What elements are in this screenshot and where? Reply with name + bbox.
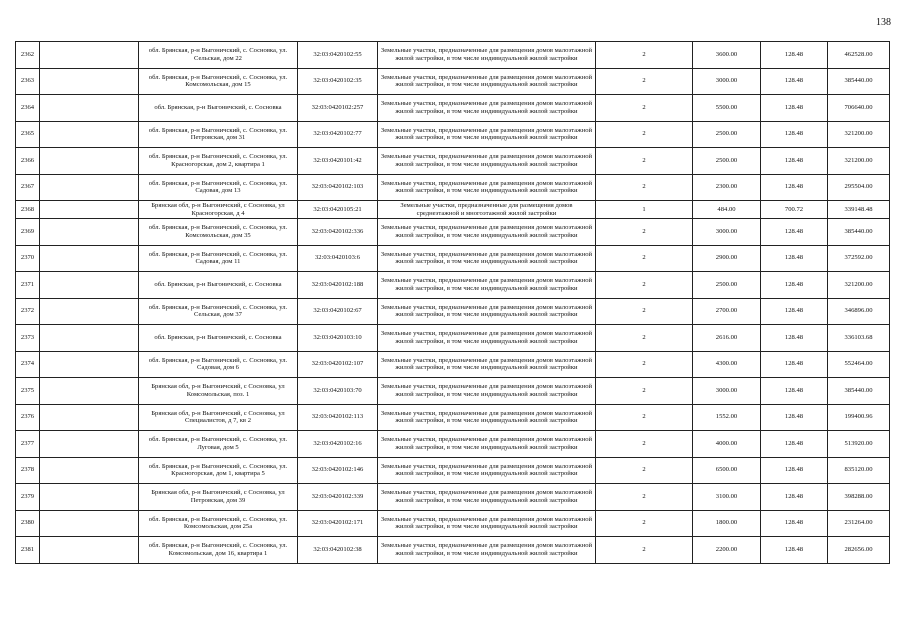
cell-address: Брянская обл, р-н Выгоничский, с Сосновка, ул Специалистов, д 7, кв 2	[139, 404, 298, 431]
cell-area: 4000.00	[693, 431, 761, 458]
cell-specific-value: 128.48	[761, 431, 828, 458]
table-row	[16, 95, 890, 122]
cell-number: 2364	[16, 95, 40, 122]
cell-cadastral-value: 552464.00	[828, 351, 890, 378]
cell-area: 484.00	[693, 201, 761, 219]
cell-cadastral-number: 32:03:0420102:67	[298, 298, 378, 325]
cell-area: 3000.00	[693, 219, 761, 246]
cell-cadastral-value: 372592.00	[828, 245, 890, 272]
cell-land-use: Земельные участки, предназначенные для размещения домов малоэтажной жилой застройки, в том числе индивидуальной жилой застройки	[378, 121, 596, 148]
cell-land-use: Земельные участки, предназначенные для размещения домов малоэтажной жилой застройки, в том числе индивидуальной жилой застройки	[378, 457, 596, 484]
cell-group: 2	[596, 272, 693, 299]
cell-address: обл. Брянская, р-н Выгоничский, с. Сосновка, ул. Петровская, дом 31	[139, 121, 298, 148]
cell-number: 2368	[16, 201, 40, 219]
cell-cadastral-number: 32:03:0420102:171	[298, 510, 378, 537]
cell-group: 2	[596, 325, 693, 352]
cell-specific-value: 128.48	[761, 457, 828, 484]
cell-group: 2	[596, 457, 693, 484]
cell-cadastral-value: 706640.00	[828, 95, 890, 122]
table-row	[16, 351, 890, 378]
cell-land-use: Земельные участки, предназначенные для размещения домов малоэтажной жилой застройки, в том числе индивидуальной жилой застройки	[378, 42, 596, 69]
table-body	[16, 42, 890, 564]
table-row	[16, 510, 890, 537]
cell-cadastral-value: 346896.00	[828, 298, 890, 325]
cell-area: 5500.00	[693, 95, 761, 122]
cell-number: 2375	[16, 378, 40, 405]
cell-area: 3600.00	[693, 42, 761, 69]
cell-address: обл. Брянская, р-н Выгоничский, с. Сосновка, ул. Красногорская, дом 1, квартира 5	[139, 457, 298, 484]
cell-address: обл. Брянская, р-н Выгоничский, с. Сосновка, ул. Комсомольская, дом 16, квартира 1	[139, 537, 298, 564]
cell-cadastral-number: 32:03:0420105:21	[298, 201, 378, 219]
cell-group: 1	[596, 201, 693, 219]
cell-specific-value: 128.48	[761, 298, 828, 325]
cell-land-use: Земельные участки, предназначенные для размещения домов малоэтажной жилой застройки, в том числе индивидуальной жилой застройки	[378, 68, 596, 95]
cell-blank	[40, 95, 139, 122]
cell-cadastral-number: 32:03:0420102:77	[298, 121, 378, 148]
cell-address: обл. Брянская, р-н Выгоничский, с. Сосновка, ул. Комсомольская, дом 25а	[139, 510, 298, 537]
cell-cadastral-value: 321200.00	[828, 121, 890, 148]
cell-address: обл. Брянская, р-н Выгоничский, с. Сосновка, ул. Садовая, дом 11	[139, 245, 298, 272]
table-row	[16, 148, 890, 175]
cell-number: 2374	[16, 351, 40, 378]
cell-area: 3000.00	[693, 378, 761, 405]
cell-cadastral-number: 32:03:0420102:35	[298, 68, 378, 95]
cell-address: обл. Брянская, р-н Выгоничский, с. Сосновка, ул. Луговая, дом 5	[139, 431, 298, 458]
cell-address: обл. Брянская, р-н Выгоничский, с. Сосновка, ул. Садовая, дом 6	[139, 351, 298, 378]
cell-number: 2380	[16, 510, 40, 537]
cell-area: 1800.00	[693, 510, 761, 537]
cell-land-use: Земельные участки, предназначенные для размещения домов малоэтажной жилой застройки, в том числе индивидуальной жилой застройки	[378, 537, 596, 564]
cell-blank	[40, 431, 139, 458]
cell-number: 2362	[16, 42, 40, 69]
cell-number: 2376	[16, 404, 40, 431]
cell-number: 2370	[16, 245, 40, 272]
table-row	[16, 431, 890, 458]
cell-land-use: Земельные участки, предназначенные для размещения домов малоэтажной жилой застройки, в том числе индивидуальной жилой застройки	[378, 219, 596, 246]
cell-specific-value: 128.48	[761, 219, 828, 246]
cell-land-use: Земельные участки, предназначенные для размещения домов малоэтажной жилой застройки, в том числе индивидуальной жилой застройки	[378, 174, 596, 201]
cell-cadastral-number: 32:03:0420102:336	[298, 219, 378, 246]
cell-group: 2	[596, 219, 693, 246]
cell-area: 1552.00	[693, 404, 761, 431]
table-row	[16, 298, 890, 325]
cell-area: 2200.00	[693, 537, 761, 564]
cell-cadastral-value: 321200.00	[828, 148, 890, 175]
cell-cadastral-number: 32:03:0420102:16	[298, 431, 378, 458]
cell-cadastral-number: 32:03:0420103:70	[298, 378, 378, 405]
cell-specific-value: 128.48	[761, 537, 828, 564]
cell-cadastral-number: 32:03:0420102:339	[298, 484, 378, 511]
cell-group: 2	[596, 537, 693, 564]
cell-cadastral-number: 32:03:0420102:188	[298, 272, 378, 299]
cell-specific-value: 128.48	[761, 121, 828, 148]
cell-specific-value: 128.48	[761, 148, 828, 175]
cell-cadastral-value: 295504.00	[828, 174, 890, 201]
cell-specific-value: 128.48	[761, 42, 828, 69]
table-row	[16, 219, 890, 246]
cell-number: 2381	[16, 537, 40, 564]
cadastral-value-table	[15, 41, 890, 564]
cell-blank	[40, 378, 139, 405]
cell-land-use: Земельные участки, предназначенные для размещения домов малоэтажной жилой застройки, в том числе индивидуальной жилой застройки	[378, 272, 596, 299]
cell-address: Брянская обл, р-н Выгоничский, с Сосновка, ул Красногорская, д 4	[139, 201, 298, 219]
cell-group: 2	[596, 68, 693, 95]
cell-blank	[40, 148, 139, 175]
cell-land-use: Земельные участки, предназначенные для размещения домов малоэтажной жилой застройки, в том числе индивидуальной жилой застройки	[378, 298, 596, 325]
cell-cadastral-number: 32:03:0420103:6	[298, 245, 378, 272]
cell-address: обл. Брянская, р-н Выгоничский, с. Сосновка, ул. Сельская, дом 22	[139, 42, 298, 69]
cell-area: 2500.00	[693, 121, 761, 148]
cell-land-use: Земельные участки, предназначенные для размещения домов малоэтажной жилой застройки, в том числе индивидуальной жилой застройки	[378, 378, 596, 405]
cell-group: 2	[596, 42, 693, 69]
cell-number: 2379	[16, 484, 40, 511]
cell-area: 2700.00	[693, 298, 761, 325]
cell-address: обл. Брянская, р-н Выгоничский, с. Сосновка, ул. Комсомольская, дом 35	[139, 219, 298, 246]
cell-area: 2900.00	[693, 245, 761, 272]
cell-address: обл. Брянская, р-н Выгоничский, с. Сосновка, ул. Сельская, дом 37	[139, 298, 298, 325]
cell-cadastral-number: 32:03:0420102:113	[298, 404, 378, 431]
cell-specific-value: 128.48	[761, 325, 828, 352]
cell-area: 4300.00	[693, 351, 761, 378]
table-row	[16, 174, 890, 201]
cell-number: 2366	[16, 148, 40, 175]
table-row	[16, 201, 890, 219]
cell-cadastral-value: 321200.00	[828, 272, 890, 299]
cell-cadastral-value: 385440.00	[828, 378, 890, 405]
table-row	[16, 378, 890, 405]
cell-address: обл. Брянская, р-н Выгоничский, с. Сосновка, ул. Садовая, дом 13	[139, 174, 298, 201]
cell-blank	[40, 457, 139, 484]
table-row	[16, 272, 890, 299]
table-row	[16, 325, 890, 352]
cell-specific-value: 700.72	[761, 201, 828, 219]
cell-blank	[40, 537, 139, 564]
cell-land-use: Земельные участки, предназначенные для размещения домов среднеэтажной и многоэтажной жилой застройки	[378, 201, 596, 219]
cell-address: обл. Брянская, р-н Выгоничский, с. Сосновка	[139, 95, 298, 122]
cell-land-use: Земельные участки, предназначенные для размещения домов малоэтажной жилой застройки, в том числе индивидуальной жилой застройки	[378, 484, 596, 511]
cell-blank	[40, 121, 139, 148]
cell-cadastral-value: 835120.00	[828, 457, 890, 484]
cell-blank	[40, 484, 139, 511]
cell-land-use: Земельные участки, предназначенные для размещения домов малоэтажной жилой застройки, в том числе индивидуальной жилой застройки	[378, 404, 596, 431]
cell-area: 3000.00	[693, 68, 761, 95]
cell-cadastral-number: 32:03:0420102:103	[298, 174, 378, 201]
cell-group: 2	[596, 245, 693, 272]
table-row	[16, 404, 890, 431]
cell-blank	[40, 272, 139, 299]
cell-group: 2	[596, 484, 693, 511]
cell-area: 2616.00	[693, 325, 761, 352]
cell-blank	[40, 325, 139, 352]
cell-group: 2	[596, 298, 693, 325]
cell-address: обл. Брянская, р-н Выгоничский, с. Сосновка	[139, 325, 298, 352]
cell-specific-value: 128.48	[761, 68, 828, 95]
table-row	[16, 245, 890, 272]
cell-land-use: Земельные участки, предназначенные для размещения домов малоэтажной жилой застройки, в том числе индивидуальной жилой застройки	[378, 148, 596, 175]
cell-land-use: Земельные участки, предназначенные для размещения домов малоэтажной жилой застройки, в том числе индивидуальной жилой застройки	[378, 431, 596, 458]
table-row	[16, 42, 890, 69]
cell-number: 2378	[16, 457, 40, 484]
cell-cadastral-value: 385440.00	[828, 219, 890, 246]
table-row	[16, 121, 890, 148]
cell-cadastral-value: 339148.48	[828, 201, 890, 219]
cell-address: Брянская обл, р-н Выгоничский, с Сосновка, ул Комсомольская, поз. 1	[139, 378, 298, 405]
cell-cadastral-value: 462528.00	[828, 42, 890, 69]
cell-area: 6500.00	[693, 457, 761, 484]
cell-group: 2	[596, 510, 693, 537]
cell-blank	[40, 298, 139, 325]
cell-blank	[40, 201, 139, 219]
cell-specific-value: 128.48	[761, 174, 828, 201]
cell-number: 2367	[16, 174, 40, 201]
cell-area: 3100.00	[693, 484, 761, 511]
cell-land-use: Земельные участки, предназначенные для размещения домов малоэтажной жилой застройки, в том числе индивидуальной жилой застройки	[378, 351, 596, 378]
cell-group: 2	[596, 148, 693, 175]
cell-specific-value: 128.48	[761, 95, 828, 122]
cell-blank	[40, 351, 139, 378]
cell-group: 2	[596, 121, 693, 148]
cell-area: 2500.00	[693, 272, 761, 299]
cell-specific-value: 128.48	[761, 484, 828, 511]
cell-blank	[40, 42, 139, 69]
cell-specific-value: 128.48	[761, 245, 828, 272]
cell-number: 2369	[16, 219, 40, 246]
cell-number: 2373	[16, 325, 40, 352]
cell-address: Брянская обл, р-н Выгоничский, с Сосновка, ул Петровская, дом 39	[139, 484, 298, 511]
cell-number: 2371	[16, 272, 40, 299]
cell-area: 2300.00	[693, 174, 761, 201]
cell-land-use: Земельные участки, предназначенные для размещения домов малоэтажной жилой застройки, в том числе индивидуальной жилой застройки	[378, 95, 596, 122]
table-row	[16, 457, 890, 484]
cell-cadastral-value: 336103.68	[828, 325, 890, 352]
cell-blank	[40, 219, 139, 246]
table-row	[16, 68, 890, 95]
cell-blank	[40, 510, 139, 537]
cell-cadastral-number: 32:03:0420102:107	[298, 351, 378, 378]
cell-blank	[40, 404, 139, 431]
cell-cadastral-number: 32:03:0420102:55	[298, 42, 378, 69]
cell-address: обл. Брянская, р-н Выгоничский, с. Сосновка	[139, 272, 298, 299]
cell-group: 2	[596, 351, 693, 378]
cell-land-use: Земельные участки, предназначенные для размещения домов малоэтажной жилой застройки, в том числе индивидуальной жилой застройки	[378, 510, 596, 537]
cell-blank	[40, 245, 139, 272]
cell-cadastral-value: 398288.00	[828, 484, 890, 511]
cell-cadastral-value: 231264.00	[828, 510, 890, 537]
cell-specific-value: 128.48	[761, 510, 828, 537]
cell-blank	[40, 174, 139, 201]
cell-cadastral-number: 32:03:0420102:257	[298, 95, 378, 122]
cell-cadastral-number: 32:03:0420103:10	[298, 325, 378, 352]
cell-specific-value: 128.48	[761, 351, 828, 378]
cell-group: 2	[596, 378, 693, 405]
cell-cadastral-number: 32:03:0420102:38	[298, 537, 378, 564]
cell-specific-value: 128.48	[761, 272, 828, 299]
cell-cadastral-value: 385440.00	[828, 68, 890, 95]
cell-cadastral-number: 32:03:0420101:42	[298, 148, 378, 175]
cell-number: 2365	[16, 121, 40, 148]
cell-cadastral-number: 32:03:0420102:146	[298, 457, 378, 484]
cell-group: 2	[596, 174, 693, 201]
cell-cadastral-value: 282656.00	[828, 537, 890, 564]
cell-area: 2500.00	[693, 148, 761, 175]
cell-land-use: Земельные участки, предназначенные для размещения домов малоэтажной жилой застройки, в том числе индивидуальной жилой застройки	[378, 325, 596, 352]
cell-cadastral-value: 199400.96	[828, 404, 890, 431]
cell-group: 2	[596, 95, 693, 122]
cell-cadastral-value: 513920.00	[828, 431, 890, 458]
cell-group: 2	[596, 431, 693, 458]
table-row	[16, 484, 890, 511]
cell-number: 2377	[16, 431, 40, 458]
cell-address: обл. Брянская, р-н Выгоничский, с. Сосновка, ул. Комсомольская, дом 15	[139, 68, 298, 95]
cell-blank	[40, 68, 139, 95]
cell-address: обл. Брянская, р-н Выгоничский, с. Сосновка, ул. Красногорская, дом 2, квартира 1	[139, 148, 298, 175]
cell-specific-value: 128.48	[761, 378, 828, 405]
cell-number: 2372	[16, 298, 40, 325]
cell-land-use: Земельные участки, предназначенные для размещения домов малоэтажной жилой застройки, в том числе индивидуальной жилой застройки	[378, 245, 596, 272]
cell-group: 2	[596, 404, 693, 431]
table-row	[16, 537, 890, 564]
cell-number: 2363	[16, 68, 40, 95]
page-number: 138	[876, 17, 891, 28]
cell-specific-value: 128.48	[761, 404, 828, 431]
